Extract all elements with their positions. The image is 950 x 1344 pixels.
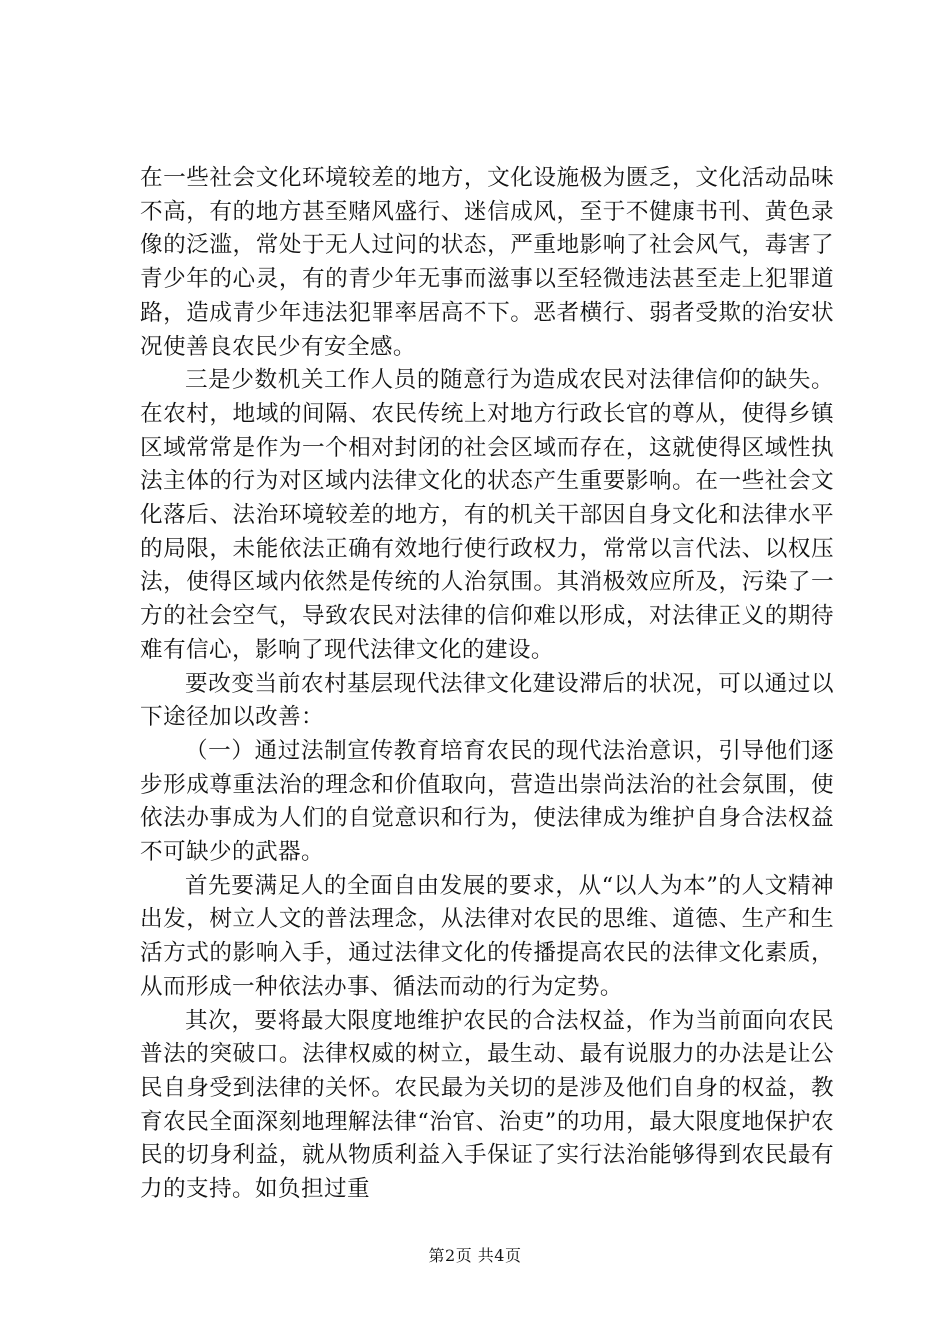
paragraph: 在一些社会文化环境较差的地方，文化设施极为匮乏，文化活动品味不高，有的地方甚至赌风盛行、迷信成风，至于不健康书刊、黄色录像的泛滥，常处于无人过问的状态，严重地影响了社会风气，毒害了青少年的心灵，有的青少年无事而滋事以至轻微违法甚至走上犯罪道路，造成青少年违法犯罪率居高不下。恶者横行、弱者受欺的治安状况使善良农民少有安全感。 — [140, 165, 834, 360]
paragraph: 其次，要将最大限度地维护农民的合法权益，作为当前面向农民普法的突破口。法律权威的树立，最生动、最有说服力的办法是让公民自身受到法律的关怀。农民最为关切的是涉及他们自身的权益，教育农民全面深刻地理解法律“治官、治吏”的功用，最大限度地保护农民的切身利益，就从物质利益入手保证了实行法治能够得到农民最有力的支持。如负担过重 — [140, 1007, 834, 1203]
paragraph: 要改变当前农村基层现代法律文化建设滞后的状况，可以通过以下途径加以改善： — [140, 670, 834, 731]
paragraph: 首先要满足人的全面自由发展的要求，从“以人为本”的人文精神出发，树立人文的普法理念，从法律对农民的思维、道德、生产和生活方式的影响入手，通过法律文化的传播提高农民的法律文化素质，从而形成一种依法办事、循法而动的行为定势。 — [140, 872, 834, 1000]
paragraph: 三是少数机关工作人员的随意行为造成农民对法律信仰的缺失。在农村，地域的间隔、农民传统上对地方行政长官的尊从，使得乡镇区域常常是作为一个相对封闭的社会区域而存在，这就使得区域性执法主体的行为对区域内法律文化的状态产生重要影响。在一些社会文化落后、法治环境较差的地方，有的机关干部因自身文化和法律水平的局限，未能依法正确有效地行使行政权力，常常以言代法、以权压法，使得区域内依然是传统的人治氛围。其消极效应所及，污染了一方的社会空气，导致农民对法律的信仰难以形成，对法律正义的期待难有信心，影响了现代法律文化的建设。 — [140, 367, 834, 663]
body-text — [140, 162, 834, 1207]
paragraph: （一）通过法制宣传教育培育农民的现代法治意识，引导他们逐步形成尊重法治的理念和价值取向，营造出崇尚法治的社会氛围，使依法办事成为人们的自觉意识和行为，使法律成为维护自身合法权益不可缺少的武器。 — [140, 737, 834, 866]
page-footer: 第2页 共4页 — [428, 1246, 522, 1265]
